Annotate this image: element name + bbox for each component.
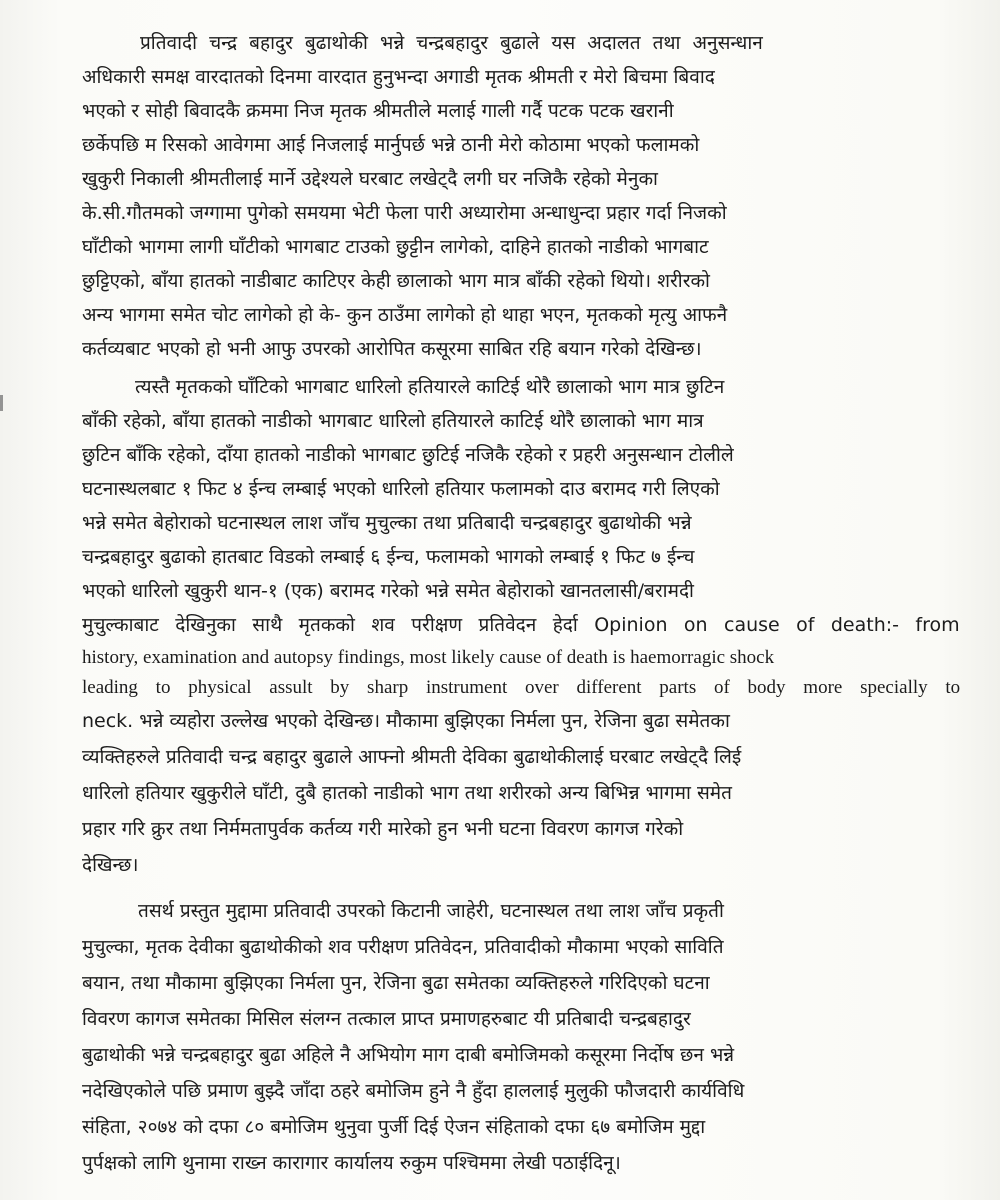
paragraph-2-line-1: त्यस्तै मृतकको घाँटिको भागबाट धारिलो हतियारले काटिई थोरै छालाको भाग मात्र छुटिन [135, 376, 725, 398]
paragraph-3-line-2: मुचुल्का, मृतक देवीका बुढाथोकीको शव परीक्षण प्रतिवेदन, प्रतिवादीको मौकामा भएको साविति [82, 936, 724, 958]
paragraph-1-line-5: खुकुरी निकाली श्रीमतीलाई मार्ने उद्देश्यले घरबाट लखेट्दै लगी घर नजिकै रहेको मेनुका [82, 168, 658, 190]
paragraph-1-line-6: के.सी.गौतमको जग्गामा पुगेको समयमा भेटी फेला पारी अध्यारोमा अन्धाधुन्दा प्रहार गर्दा निजको [82, 202, 727, 224]
paragraph-3-line-4: विवरण कागज समेतका मिसिल संलग्न तत्काल प्राप्त प्रमाणहरुबाट यी प्रतिबादी चन्द्रबहादुर [82, 1008, 691, 1030]
paragraph-2-line-15: देखिन्छ। [82, 854, 139, 876]
paragraph-2-line-3: छुटिन बाँकि रहेको, दाँया हातको नाडीको भागबाट छुटिई नजिकै रहेको र प्रहरी अनुसन्धान टोलीले [82, 444, 734, 466]
paragraph-1-line-9: अन्य भागमा समेत चोट लागेको हो के- कुन ठाउँमा लागेको हो थाहा भएन, मृतकको मृत्यु आफनै [82, 304, 728, 326]
paragraph-1-line-10: कर्तव्यबाट भएको हो भनी आफु उपरको आरोपित कसूरमा साबित रहि बयान गरेको देखिन्छ। [82, 338, 702, 360]
paragraph-3-line-7: संहिता, २०७४ को दफा ८० बमोजिम थुनुवा पुर्जी दिई ऐजन संहिताको दफा ६७ बमोजिम मुद्दा [82, 1116, 706, 1138]
paragraph-1-line-7: घाँटीको भागमा लागी घाँटीको भागबाट टाउको छुट्टीन लागेको, दाहिने हातको नाडीको भागबाट [82, 236, 709, 258]
paragraph-2-line-6: चन्द्रबहादुर बुढाको हातबाट विडको लम्बाई ६ ईन्च, फलामको भागको लम्बाई १ फिट ७ ईन्च [82, 546, 695, 568]
paragraph-1-line-3: भएको र सोही बिवादकै क्रममा निज मृतक श्रीमतीले मलाई गाली गर्दै पटक पटक खरानी [82, 100, 674, 122]
paragraph-3-line-1: तसर्थ प्रस्तुत मुद्दामा प्रतिवादी उपरको किटानी जाहेरी, घटनास्थल तथा लाश जाँच प्रकृती [138, 900, 724, 922]
paragraph-2-line-5: भन्ने समेत बेहोराको घटनास्थल लाश जाँच मुचुल्का तथा प्रतिबादी चन्द्रबहादुर बुढाथोकी भन्ने [82, 512, 692, 534]
page-edge-mark [0, 395, 3, 411]
paragraph-2-line-2: बाँकी रहेको, बाँया हातको नाडीको भागबाट धारिलो हतियारले काटिई थोरै छालाको भाग मात्र [82, 410, 704, 432]
paragraph-3-line-8: पुर्पक्षको लागि थुनामा राख्न कारागार कार्यालय रुकुम पश्चिममा लेखी पठाईदिनू। [82, 1152, 621, 1174]
paragraph-2-line-12: व्यक्तिहरुले प्रतिवादी चन्द्र बहादुर बुढाले आफ्नो श्रीमती देविका बुढाथोकीलाई घरबाट लखेट्दै लिई [82, 746, 742, 768]
paragraph-3-line-6: नदेखिएकोले पछि प्रमाण बुझ्दै जाँदा ठहरे बमोजिम हुने नै हुँदा हाललाई मुलुकी फौजदारी कार्यविधि [82, 1080, 745, 1102]
paragraph-2-line-11: neck. भन्ने व्यहोरा उल्लेख भएको देखिन्छ। मौकामा बुझिएका निर्मला पुन, रेजिना बुढा समेतका [82, 710, 730, 732]
paragraph-3-line-3: बयान, तथा मौकामा बुझिएका निर्मला पुन, रेजिना बुढा समेतका व्यक्तिहरुले गरिदिएको घटना [82, 972, 710, 994]
paragraph-2-line-8: मुचुल्काबाट देखिनुका साथै मृतकको शव परीक्षण प्रतिवेदन हेर्दा Opinion on cause of death:- from [82, 614, 960, 636]
paragraph-2-line-10: leading to physical assult by sharp instrument over different parts of body more specially to [82, 677, 961, 698]
paragraph-1-line-1: प्रतिवादी चन्द्र बहादुर बुढाथोकी भन्ने चन्द्रबहादुर बुढाले यस अदालत तथा अनुसन्धान [140, 32, 763, 54]
paragraph-2-line-9: history, examination and autopsy findings, most likely cause of death is haemorragic shock [82, 647, 775, 668]
paragraph-3-line-5: बुढाथोकी भन्ने चन्द्रबहादुर बुढा अहिले नै अभियोग माग दाबी बमोजिमको कसूरमा निर्दोष छन भन्ने [82, 1044, 735, 1066]
paragraph-1-line-4: छर्केपछि म रिसको आवेगमा आई निजलाई मार्नुपर्छ भन्ने ठानी मेरो कोठामा भएको फलामको [82, 134, 700, 156]
paragraph-2-line-14: प्रहार गरि क्रुर तथा निर्ममतापुर्वक कर्तव्य गरी मारेको हुन भनी घटना विवरण कागज गरेको [82, 818, 684, 840]
paragraph-1-line-8: छुट्टिएको, बाँया हातको नाडीबाट काटिएर केही छालाको भाग मात्र बाँकी रहेको थियो। शरीरको [82, 270, 710, 292]
paragraph-2-line-7: भएको धारिलो खुकुरी थान-१ (एक) बरामद गरेको भन्ने समेत बेहोराको खानतलासी/बरामदी [82, 580, 694, 602]
paragraph-2-line-13: धारिलो हतियार खुकुरीले घाँटी, दुबै हातको नाडीको भाग तथा शरीरको अन्य बिभिन्न भागमा समेत [82, 782, 732, 804]
paragraph-1-line-2: अधिकारी समक्ष वारदातको दिनमा वारदात हुनुभन्दा अगाडी मृतक श्रीमती र मेरो बिचमा बिवाद [82, 66, 715, 88]
paragraph-2-line-4: घटनास्थलबाट १ फिट ४ ईन्च लम्बाई भएको धारिलो हतियार फलामको दाउ बरामद गरी लिएको [82, 478, 720, 500]
